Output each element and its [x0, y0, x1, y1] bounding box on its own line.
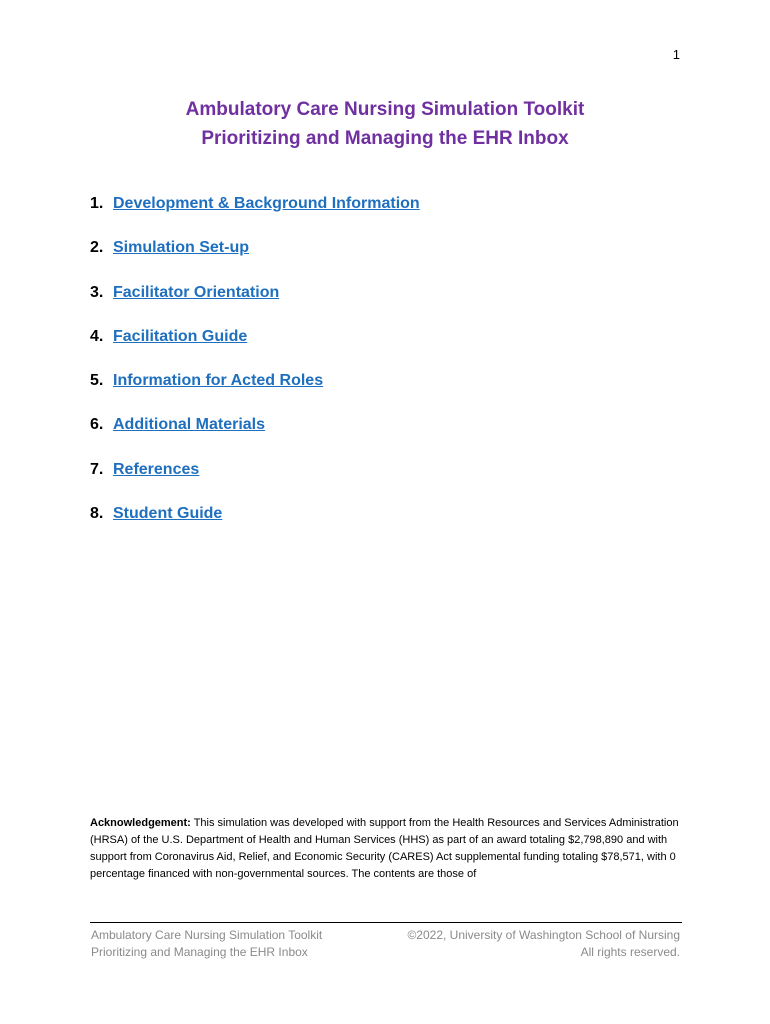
toc-number: 3.: [90, 283, 104, 301]
toc-link-student-guide[interactable]: Student Guide: [113, 505, 223, 523]
toc-number: 6.: [90, 416, 104, 434]
toc-link-development-background[interactable]: Development & Background Information: [113, 195, 420, 212]
toc-link-simulation-setup[interactable]: Simulation Set-up: [113, 239, 249, 257]
page-number: 1: [672, 47, 680, 62]
footer-copyright: ©2022, University of Washington School of Nursing: [407, 928, 680, 942]
toc-number: 4.: [90, 327, 104, 345]
footer-toolkit-name: Ambulatory Care Nursing Simulation Toolkit: [91, 928, 323, 942]
toc-item-acted-roles: [90, 372, 420, 394]
toc-number: 8.: [90, 505, 104, 523]
toc-number: 7.: [90, 460, 104, 478]
toc-number: 5.: [90, 372, 104, 390]
toc-link-acted-roles[interactable]: Information for Acted Roles: [113, 372, 324, 390]
toc-link-facilitator-orientation[interactable]: Facilitator Orientation: [113, 283, 280, 301]
toc-link-additional-materials[interactable]: Additional Materials: [113, 416, 266, 434]
toc-item-additional-materials: [90, 416, 420, 438]
title-line-1: Ambulatory Care Nursing Simulation Toolkit: [185, 99, 585, 120]
footer-rights: All rights reserved.: [580, 945, 680, 959]
toc-number: 2.: [90, 239, 104, 257]
title-line-2: Prioritizing and Managing the EHR Inbox: [201, 128, 569, 149]
footer-left: [91, 927, 322, 961]
toc-item-simulation-setup: [90, 239, 420, 261]
toc-item-development-background: [90, 195, 420, 217]
toc-item-facilitator-orientation: [90, 284, 420, 306]
footer-divider: [90, 922, 682, 923]
acknowledgement-label: Acknowledgement:: [90, 817, 191, 829]
toc-item-facilitation-guide: [90, 328, 420, 350]
toc-number: 1.: [90, 195, 104, 212]
footer-right: [407, 927, 680, 961]
document-title: [0, 95, 770, 153]
acknowledgement-paragraph: [90, 815, 680, 883]
acknowledgement-text: This simulation was developed with support from the Health Resources and Services Administration (HRSA) of the U.S. Department of Health and Human Services (HHS) as part of an award totaling $2,798,890 and with support from Coronavirus Aid, Relief, and Economic Security (CARES) Act supplemental funding totaling $78,571, with 0 percentage financed with non-governmental sources. The contents are those of: [90, 817, 679, 880]
footer-module-name: Prioritizing and Managing the EHR Inbox: [91, 945, 308, 959]
toc-item-references: [90, 461, 420, 483]
toc-item-student-guide: [90, 505, 420, 527]
toc-link-facilitation-guide[interactable]: Facilitation Guide: [113, 327, 248, 345]
table-of-contents: [90, 195, 420, 549]
toc-link-references[interactable]: References: [113, 460, 200, 478]
